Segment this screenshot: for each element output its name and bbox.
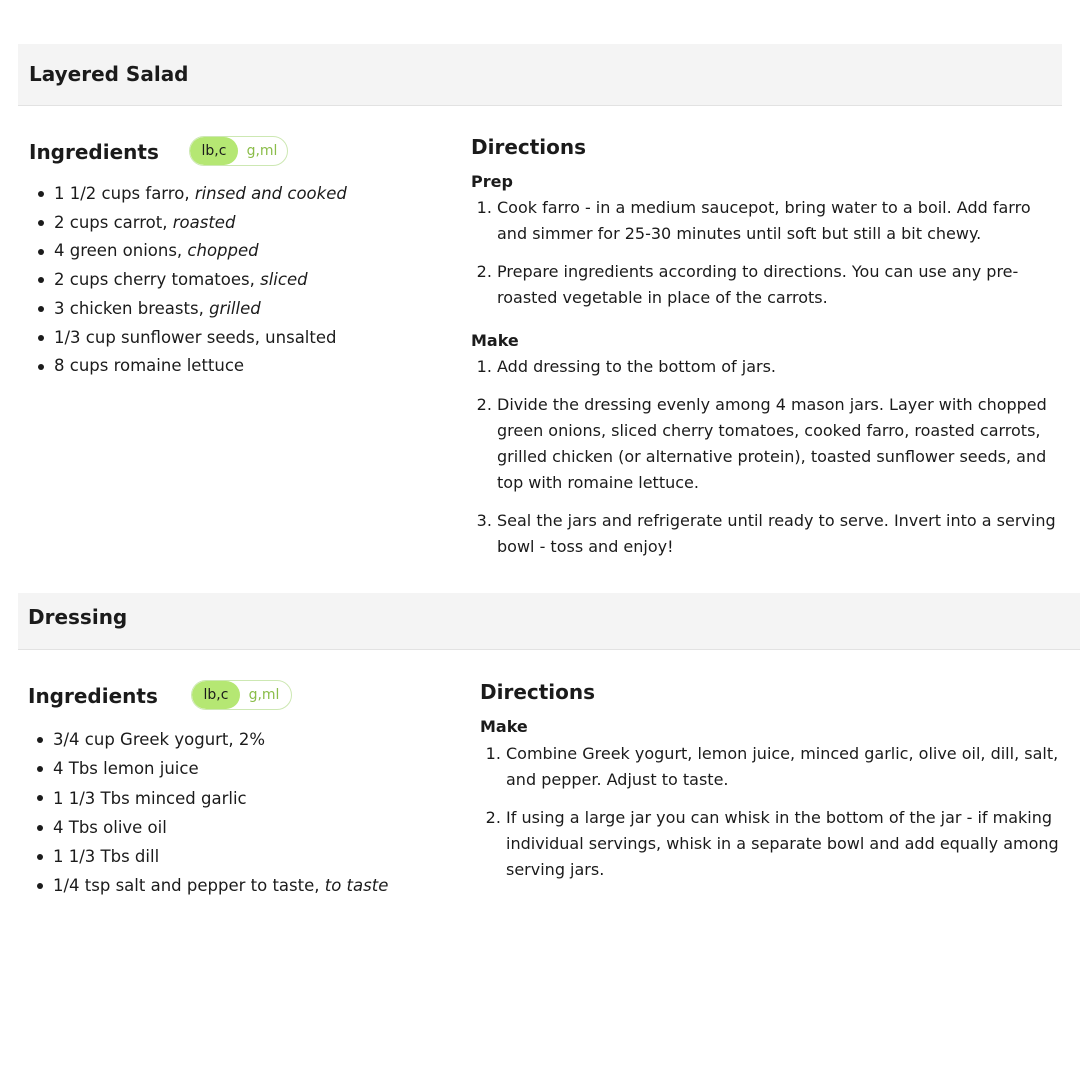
ingredient-item: 1/4 tsp salt and pepper to taste, to taste	[35, 871, 388, 900]
ingredient-item: 2 cups carrot, roasted	[36, 209, 347, 238]
ingredient-item: 3/4 cup Greek yogurt, 2%	[35, 725, 388, 754]
unit-option-metric[interactable]: g,ml	[246, 143, 278, 159]
directions-group-heading-make: Make	[480, 717, 528, 736]
ingredient-list	[35, 725, 388, 901]
directions-steps-prep	[471, 195, 1057, 311]
unit-option-imperial[interactable]: lb,c	[192, 681, 240, 709]
ingredient-item: 8 cups romaine lettuce	[36, 352, 347, 381]
directions-steps-make	[480, 741, 1080, 883]
ingredients-heading: Ingredients	[29, 140, 159, 164]
unit-toggle	[189, 136, 288, 166]
direction-step: 1. Add dressing to the bottom of jars.	[497, 354, 1057, 380]
ingredient-item: 4 Tbs olive oil	[35, 813, 388, 842]
section-title: Layered Salad	[29, 62, 189, 86]
direction-step: 1. Cook farro - in a medium saucepot, bring water to a boil. Add farro and simmer for 25-30 minutes until soft but still a bit chewy.	[497, 195, 1057, 247]
section-header-dressing	[18, 593, 1080, 650]
direction-step: 1. Combine Greek yogurt, lemon juice, minced garlic, olive oil, dill, salt, and pepper. Adjust to taste.	[506, 741, 1080, 793]
directions-group-heading-make: Make	[471, 331, 519, 350]
directions-heading: Directions	[480, 680, 596, 704]
ingredient-item: 4 Tbs lemon juice	[35, 754, 388, 783]
direction-step: 2. Divide the dressing evenly among 4 mason jars. Layer with chopped green onions, sliced cherry tomatoes, cooked farro, roasted carrots, grilled chicken (or alternative protein), toasted sunflower seeds, and top with romaine lettuce.	[497, 392, 1057, 496]
direction-step: 2. If using a large jar you can whisk in the bottom of the jar - if making individual servings, whisk in a separate bowl and add equally among serving jars.	[506, 805, 1080, 883]
ingredients-heading: Ingredients	[28, 684, 158, 708]
ingredient-item: 2 cups cherry tomatoes, sliced	[36, 266, 347, 295]
ingredient-item: 1 1/2 cups farro, rinsed and cooked	[36, 180, 347, 209]
ingredient-item: 1 1/3 Tbs dill	[35, 842, 388, 871]
ingredient-item: 1 1/3 Tbs minced garlic	[35, 784, 388, 813]
direction-step: 2. Prepare ingredients according to directions. You can use any pre-roasted vegetable in place of the carrots.	[497, 259, 1057, 311]
unit-option-imperial[interactable]: lb,c	[190, 137, 238, 165]
unit-toggle	[191, 680, 292, 710]
direction-step: 3. Seal the jars and refrigerate until ready to serve. Invert into a serving bowl - toss and enjoy!	[497, 508, 1057, 560]
directions-group-heading-prep: Prep	[471, 172, 513, 191]
ingredient-item: 4 green onions, chopped	[36, 237, 347, 266]
directions-steps-make	[471, 354, 1057, 560]
ingredient-item: 3 chicken breasts, grilled	[36, 295, 347, 324]
directions-heading: Directions	[471, 135, 587, 159]
section-title: Dressing	[28, 605, 128, 629]
ingredient-item: 1/3 cup sunflower seeds, unsalted	[36, 324, 347, 353]
ingredient-list	[36, 180, 347, 381]
unit-option-metric[interactable]: g,ml	[248, 687, 280, 703]
